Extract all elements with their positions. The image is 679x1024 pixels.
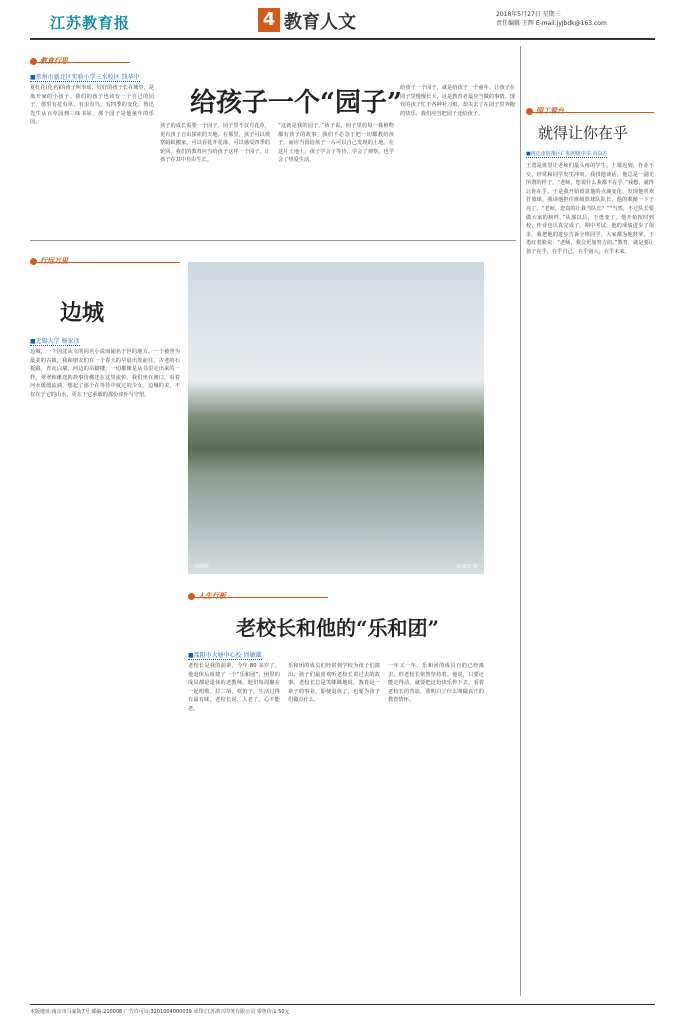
article2-byline: ■无锡大学 杨家彦	[30, 338, 80, 345]
article3-col3: 一年又一年，乐和团的成员有的已经离去，但老校长依然坚持着。他说，只要还能走得动，就要把这份快乐传下去。看着老校长的背影，我明白了什么叫做真正的教育情怀。	[388, 663, 484, 704]
section-name: 教育人文	[284, 12, 356, 33]
landscape-photo	[188, 262, 484, 574]
page-footer: 本版地址:南京市马家街7号 邮编:210008 广告许可证:3201004000039 承印:江苏鸿兴印务有限公司 零售价:1.50元	[30, 1004, 655, 1015]
article3-tag: 人生行板	[188, 592, 226, 600]
header-rule	[30, 38, 655, 40]
tag-dot-icon	[30, 258, 37, 265]
newspaper-logo: 江苏教育报	[50, 14, 131, 32]
column-divider	[520, 46, 521, 996]
article1-title: 给孩子一个“园子”	[190, 88, 402, 118]
article1-col2: 孩子的成长需要一个园子。园子里不仅有花草，更有孩子自由探索的天地。在那里，孩子可以观察蚂蚁搬家，可以看花开花落，可以感受四季的轮回。我们的教育应当给孩子这样一个园子，让孩子在其中自由生长。	[160, 123, 270, 164]
issue-editor: 责任编辑 王辉 E-mail:jyjbdk@163.com	[496, 20, 607, 27]
article1-tag: 教育行思	[30, 57, 68, 65]
photo-caption-left: 沙滨村	[194, 564, 210, 570]
tag-dot-icon	[30, 58, 37, 65]
article4-tagbar	[526, 98, 654, 113]
article1-col3: “这就是我的园子。”孩子说。园子里的每一株植物都有孩子的故事。我们不必急于把一切都教给孩子，而应当留给孩子一片可以自己发现的土地。在这片土地上，孩子学会了等待，学会了观察，也学会了热爱生活。	[278, 123, 394, 164]
article2-title: 边城	[60, 300, 105, 326]
article4-title: 就得让你在乎	[538, 124, 629, 142]
article3-byline: ■溧阳市大塘中心校 周敏雄	[188, 652, 262, 659]
article2-body: 边城，一个因沈从文的同名小说而闻名于世的地方。一个被誉为最美的古镇，我和朋友们在一个春天的早晨出发前往。古老的石板路，青瓦白墙，河边的吊脚楼，一切都像是从书里走出来的一样。翠翠和傩送的故事仿佛还在这里流传。我们坐在渡口，看着河水缓缓流淌，想起了那个在等待中度过的少女。边城的美，不仅在于它的山水，更在于它承载的那份淳朴与守望。	[30, 349, 180, 398]
article3-col1: 老校长是我的前辈，今年 80 多岁了。他退休后组建了一个“乐和团”，团里的成员都是退休的老教师。他们每周聚在一起唱歌、拉二胡、吹笛子，生活过得有滋有味。老校长说，人老了，心不能老。	[188, 663, 280, 712]
photo-caption-right: 杨家彦 摄	[456, 564, 478, 570]
issue-info	[496, 10, 607, 28]
article1-col4: 给孩子一个园子，就是给孩子一个童年。让孩子在园子里慢慢长大，这是教育者最应当做的事情。现代的孩子忙于各种补习班，却失去了在园子里奔跑的快乐。我们应当把园子还给孩子。	[400, 85, 515, 117]
article1-col1: 夏红花(化名)的孩子叫李瑶，好好的孩子长在城里，是离开家的小孩子。我们的孩子也该有一个自己的园子，那里有花有草，有虫有鸟，有四季的变化。鲁迅先生从百草园到三味书屋，那个园子是他童年的乐园。	[30, 85, 154, 126]
section-number: 4	[258, 8, 280, 32]
article2-tagbar	[30, 248, 180, 263]
article1-byline: ■常州市新北区实验小学三水校区 钱华中	[30, 74, 140, 81]
article1-tagbar	[30, 48, 130, 63]
article3-title: 老校长和他的“乐和团”	[236, 616, 440, 640]
article4-byline: ■宿迁市宿豫区仁和初级中学 冯以方	[526, 151, 608, 157]
article3-col2: 乐和团的成员们经常到学校为孩子们演出。孩子们最喜欢听老校长讲过去的故事。老校长总是笑眯眯地说，教育是一辈子的事业，即使退休了，也要为孩子们做点什么。	[288, 663, 380, 704]
article4-tag: 园丁看台	[526, 107, 564, 115]
tag-dot-icon	[188, 593, 195, 600]
article3-tagbar	[188, 583, 328, 598]
tag-dot-icon	[526, 108, 533, 115]
divider	[30, 240, 516, 241]
article4-body: 王勇是班里让老师们最头疼的学生。上课迟到，作业不交，经常和同学发生冲突。我找他谈话，他总是一副无所谓的样子。“老师，您说什么我都不在乎。”我想，就得让你在乎。于是我开始留意他的点滴变化，发现他喜欢打篮球。我请他担任班级篮球队队长，他的眼睛一下子亮了。“老师，您真的让我当队长？”“当然，不过队长要做大家的榜样。”从那以后，王勇变了。他开始按时到校，作业也认真完成了。期中考试，他的成绩进步了很多。我把他的进步告诉全班同学，大家都为他鼓掌。王勇红着脸说：“老师，我会更加努力的。”教育，就是要让孩子在乎，在乎自己，在乎别人，在乎未来。	[526, 163, 654, 255]
issue-date: 2018年5月27日 星期三	[496, 11, 561, 18]
article2-tag: 行远万里	[30, 257, 68, 265]
